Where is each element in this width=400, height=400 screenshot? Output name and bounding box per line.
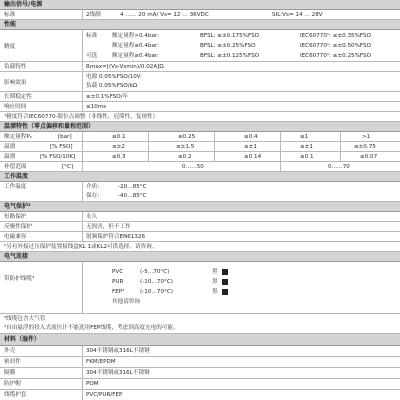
output-range-value: 4 …… 20 mA/ Vs= 12 … 36VDC: [120, 12, 209, 18]
section-electrical-protection: [0, 202, 400, 212]
accuracy-line: [0, 51, 400, 61]
drift-cell: ≤±0.75: [354, 144, 376, 150]
row-label: 温漂: [4, 144, 16, 150]
range-cell: ≤0.1: [112, 134, 126, 140]
accuracy-range: 额定量程≤0.4bar:: [112, 43, 160, 49]
cable-color-name: 黑: [212, 279, 218, 285]
comp-cell: 0……50: [182, 164, 204, 170]
section-output-signal: [0, 0, 400, 10]
section-materials: [0, 334, 400, 346]
accuracy-grade: 可选: [86, 53, 98, 59]
row-influence: [0, 72, 400, 92]
storage-label: 保存:: [86, 193, 100, 199]
cable-option: [0, 277, 400, 287]
wiring-value: 2线制: [86, 12, 101, 18]
influence-load: 负载 0.05%FSO/kΩ: [86, 83, 138, 89]
row-rated-range: [0, 132, 400, 142]
row-diaphragm: [0, 368, 400, 379]
load-value: Rmax=[(Vs-Vsmin)/0.02A]Ω: [86, 64, 164, 70]
range-cell: ≤0.4: [244, 134, 258, 140]
section-title: 工作温度: [4, 173, 29, 180]
row-label: 补偿范围: [4, 164, 27, 170]
row-label: 标准: [4, 12, 16, 18]
row-compensation: [0, 162, 400, 172]
section-title: 电气连接: [4, 253, 29, 260]
accuracy-range: 额定量程≥0.4bar:: [112, 53, 160, 59]
accuracy-bfsl: BFSL: ≤±0.125%FSO: [200, 53, 260, 59]
row-long-term: [0, 92, 400, 102]
section-title: 电气保护²: [4, 203, 31, 210]
cable-color-name: 黑: [212, 289, 218, 295]
row-label: 密封件: [4, 359, 21, 365]
row-label: 短路保护: [4, 214, 27, 220]
cable-name: FEP⁴: [112, 289, 125, 295]
row-value: PVC/PUR/FEP: [86, 392, 123, 398]
cable-temp-range: (-5…70°C): [140, 269, 170, 275]
cable-option: [0, 267, 400, 277]
cable-temp-range: (-10…70°C): [140, 289, 173, 295]
row-label: 外壳: [4, 348, 16, 354]
tc-cell: ≤0.2: [178, 154, 192, 160]
sil-supply-value: SIL:Vs= 14 … 28V: [272, 12, 323, 18]
row-working-temperature: [0, 182, 400, 202]
cable-color-swatch: [222, 279, 228, 285]
row-value: 永久: [86, 214, 98, 220]
section-performance: [0, 20, 400, 30]
accuracy-iec: IEC60770¹: ≤±0.50%FSO: [300, 43, 372, 49]
row-label: 响应时间: [4, 104, 27, 110]
media-value: -20…85°C: [118, 184, 147, 190]
protection-footnote: [0, 242, 400, 252]
row-cable: [0, 262, 400, 314]
footnote-text: ³线缆包含大气管: [4, 316, 46, 322]
cable-temp-range: (-10…70°C): [140, 279, 173, 285]
accuracy-bfsl: BFSL: ≤±0.25%FSO: [200, 43, 256, 49]
range-cell: >1: [362, 134, 371, 140]
row-unit: [% FSO/10K]: [40, 154, 76, 160]
accuracy-line: [0, 31, 400, 41]
performance-footnote: [0, 112, 400, 122]
row-value: 射频保护符合EN61326: [86, 234, 146, 240]
influence-supply: 电源 0.05%FSO/10V: [86, 74, 141, 80]
accuracy-bfsl: BFSL: ≤±0.175%FSO: [200, 33, 260, 39]
row-response: [0, 102, 400, 112]
row-seal: [0, 357, 400, 368]
range-cell: ≤0.25: [178, 134, 196, 140]
row-unit: [°C]: [62, 164, 74, 170]
row-label: 精度: [4, 43, 16, 50]
row-value: FKM/EPDM: [86, 359, 116, 365]
accuracy-iec: IEC60770¹: ≤±0.35%FSO: [300, 33, 372, 39]
section-title: 性能: [4, 21, 17, 28]
cable-color-name: 黑: [212, 269, 218, 275]
row-label: 长期稳定性: [4, 94, 32, 100]
row-temp-coefficient: [0, 152, 400, 162]
row-label: 影响效果: [4, 79, 27, 86]
cable-color-swatch: [222, 289, 228, 295]
row-protective-cap: [0, 379, 400, 390]
row-drift: [0, 142, 400, 152]
row-value: 304不锈钢或316L不锈钢: [86, 348, 150, 354]
row-unit: [% FSO]: [50, 144, 73, 150]
accuracy-line: [0, 41, 400, 51]
row-label: 电磁兼容: [4, 234, 27, 240]
row-reverse-polarity: [0, 222, 400, 232]
storage-value: -40…85°C: [118, 193, 147, 199]
drift-cell: ≤±1.5: [176, 144, 195, 150]
footnote-text: ²另有外接过压保护装置接线盒KL 1或KL2可供选择，请咨询。: [4, 244, 158, 250]
accuracy-grade: 标准: [86, 33, 98, 39]
row-standard: [0, 10, 400, 20]
row-value: 304不锈钢或316L不锈钢: [86, 370, 150, 376]
row-label: 温漂: [4, 154, 16, 160]
footnote-text: ¹精度符合IEC60770-限位点调整（非线性，迟滞性，复现性）: [4, 114, 159, 120]
row-value: POM: [86, 381, 99, 387]
connection-footnotes: [0, 314, 400, 334]
cable-color: [212, 287, 228, 297]
drift-cell: ≤±1: [300, 144, 313, 150]
cable-color: [212, 277, 228, 287]
long-term-value: ≤±0.1%FSO/年: [86, 94, 129, 100]
row-accuracy: [0, 30, 400, 62]
section-title: 输出信号/电源: [4, 1, 43, 8]
section-temperature-drift: [0, 122, 400, 132]
row-cable-sheath: [0, 390, 400, 400]
row-label: 负载特性: [4, 64, 27, 70]
tc-cell: ≤0.07: [360, 154, 378, 160]
row-housing: [0, 346, 400, 357]
row-emc: [0, 232, 400, 242]
row-label: 额定量程Pₙ: [4, 134, 32, 140]
accuracy-range: 额定量程>0.4bar:: [112, 33, 160, 39]
range-cell: ≤1: [300, 134, 309, 140]
row-load: [0, 62, 400, 72]
section-title: 温漂特性（零点偏移和量程范围）: [4, 123, 95, 130]
footnote-text: ⁴自由悬浮的投入式液位计不能选用FEP线缆，考虑到高度充电的可能。: [4, 325, 179, 331]
section-title: 材料（湿件）: [4, 336, 41, 343]
comp-cell: 0……70: [328, 164, 350, 170]
cable-color: [212, 267, 228, 277]
cable-name: PVC: [112, 269, 124, 275]
cable-other: 其他请咨询: [112, 299, 140, 305]
row-label: 反极性保护: [4, 224, 32, 230]
row-label: 线缆护套: [4, 392, 27, 398]
cable-color-swatch: [222, 269, 228, 275]
tc-cell: ≤0.1: [300, 154, 314, 160]
row-unit: [bar]: [58, 134, 72, 140]
row-label: 隔膜: [4, 370, 16, 376]
accuracy-iec: IEC60770¹: ≤±0.25%FSO: [300, 53, 372, 59]
section-electrical-connection: [0, 252, 400, 262]
row-label: 防护帽: [4, 381, 21, 387]
media-label: 介质:: [86, 184, 100, 190]
tc-cell: ≤0.3: [112, 154, 126, 160]
response-value: ≤10ms: [86, 104, 107, 110]
row-short-circuit: [0, 212, 400, 222]
tc-cell: ≤0.14: [244, 154, 262, 160]
row-value: 无损害，但不工作: [86, 224, 131, 230]
section-working-temperature: [0, 172, 400, 182]
cable-option: [0, 287, 400, 297]
cable-name: PUR: [112, 279, 124, 285]
drift-cell: ≤±2: [112, 144, 125, 150]
row-label: 带防护线缆³: [4, 276, 35, 282]
drift-cell: ≤±1: [244, 144, 257, 150]
row-label: 工作温度: [4, 184, 27, 190]
